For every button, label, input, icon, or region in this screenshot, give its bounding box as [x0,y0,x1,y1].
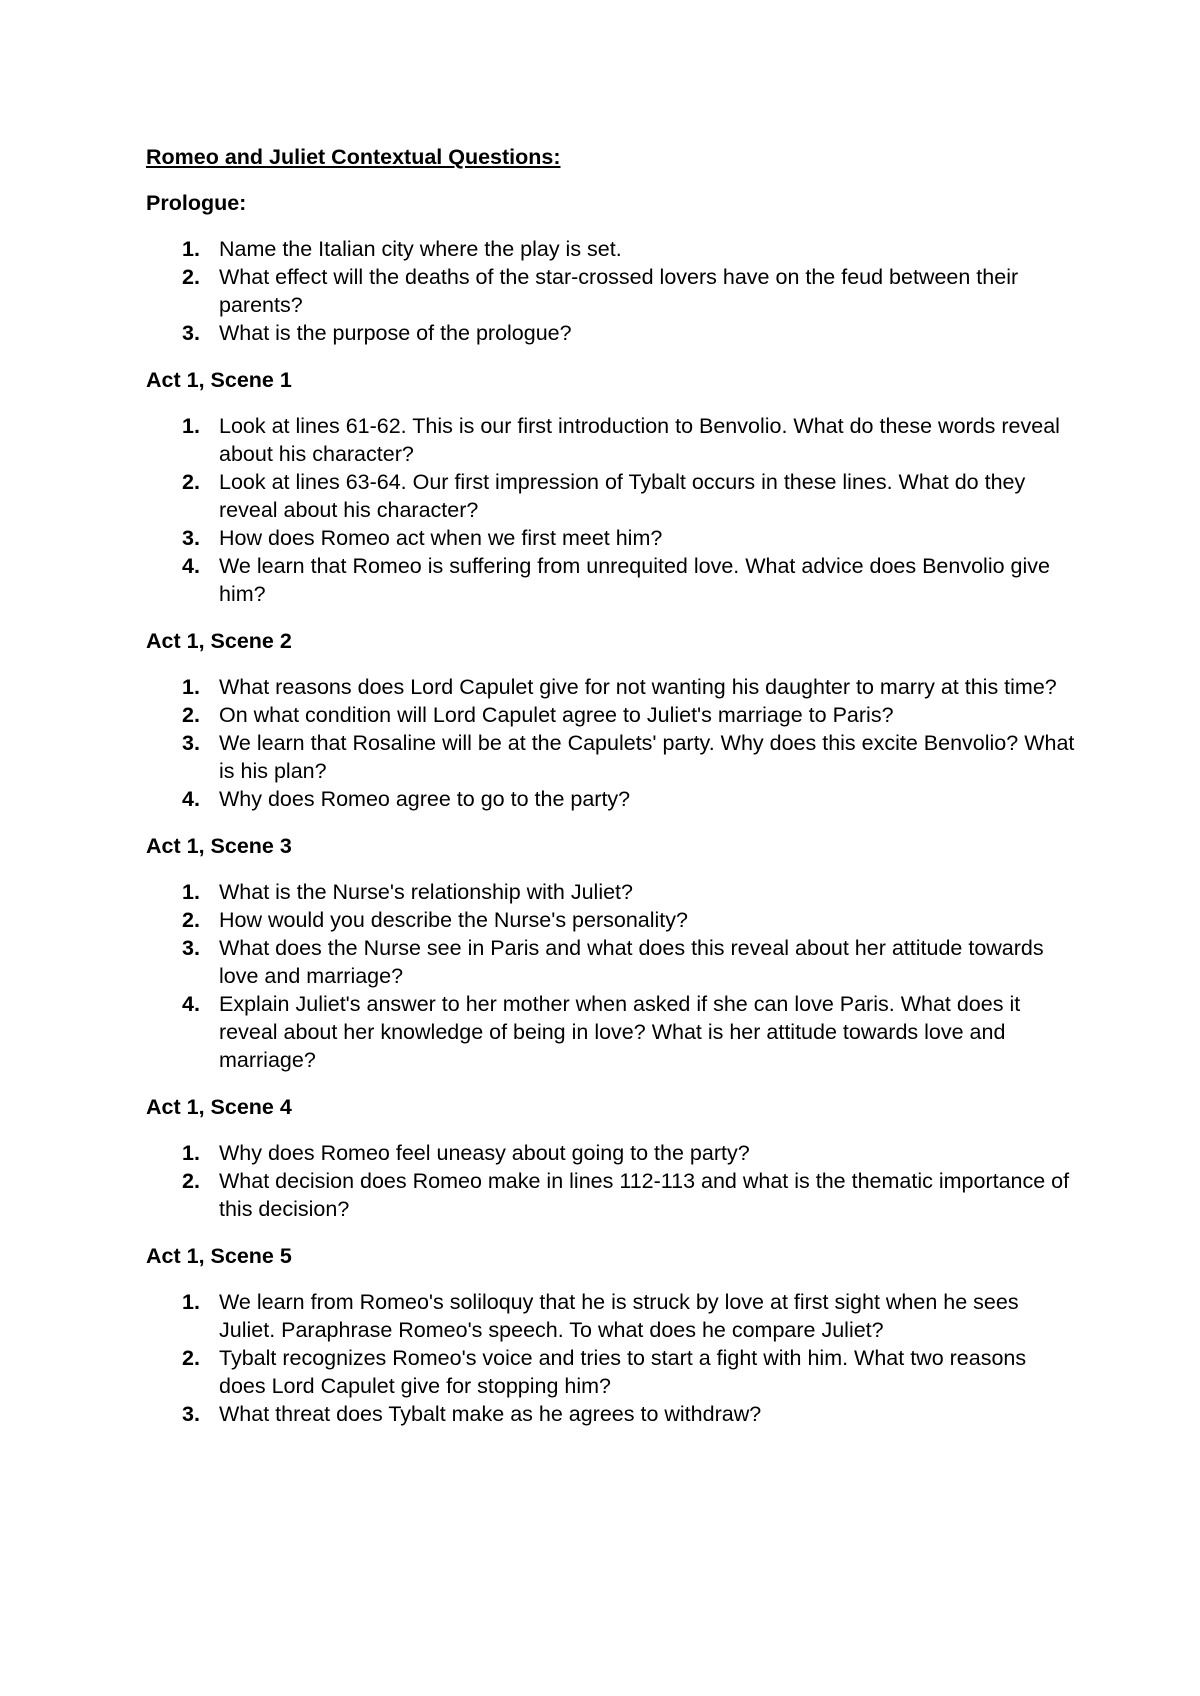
question-text: What reasons does Lord Capulet give for not wanting his daughter to marry at this time? [219,675,1057,699]
question-item [146,990,1076,1074]
question-item [146,412,1076,468]
question-item [146,1344,1076,1400]
question-text: Tybalt recognizes Romeo's voice and tries to start a fight with him. What two reasons does Lord Capulet give for stopping him? [219,1346,1027,1398]
question-item [146,701,1076,729]
question-number: 3. [182,731,200,755]
question-number: 2. [182,703,200,727]
question-list [146,412,1076,608]
question-number: 3. [182,936,200,960]
section-heading: Act 1, Scene 3 [146,834,292,858]
section-heading: Act 1, Scene 2 [146,629,292,653]
question-item [146,1400,1076,1428]
question-item [146,934,1076,990]
question-text: Look at lines 63-64. Our first impression of Tybalt occurs in these lines. What do they reveal about his character? [219,470,1026,522]
question-text: Explain Juliet's answer to her mother when asked if she can love Paris. What does it reveal about her knowledge of being in love? What is her attitude towards love and marriage? [219,992,1021,1072]
question-text: What is the Nurse's relationship with Juliet? [219,880,633,904]
question-item [146,906,1076,934]
question-number: 1. [182,1141,200,1165]
question-text: We learn that Rosaline will be at the Capulets' party. Why does this excite Benvolio? What is his plan? [219,731,1075,783]
question-item [146,524,1076,552]
question-number: 1. [182,675,200,699]
question-number: 1. [182,1290,200,1314]
question-list [146,673,1076,813]
question-number: 4. [182,787,200,811]
question-list [146,1139,1076,1223]
question-number: 1. [182,237,200,261]
question-text: We learn that Romeo is suffering from unrequited love. What advice does Benvolio give him? [219,554,1050,606]
question-number: 3. [182,321,200,345]
question-item [146,729,1076,785]
question-number: 3. [182,526,200,550]
question-sections [146,189,1076,1428]
question-number: 4. [182,554,200,578]
question-item [146,1167,1076,1223]
question-text: What threat does Tybalt make as he agrees to withdraw? [219,1402,762,1426]
question-number: 2. [182,265,200,289]
question-text: What is the purpose of the prologue? [219,321,572,345]
question-text: Why does Romeo agree to go to the party? [219,787,631,811]
question-text: Name the Italian city where the play is set. [219,237,622,261]
document-page [146,143,1076,1447]
question-text: What decision does Romeo make in lines 112-113 and what is the thematic importance of this decision? [219,1169,1070,1221]
section-heading: Act 1, Scene 5 [146,1244,292,1268]
section-heading: Act 1, Scene 4 [146,1095,292,1119]
question-text: Why does Romeo feel uneasy about going to the party? [219,1141,750,1165]
question-number: 2. [182,1169,200,1193]
section-heading: Act 1, Scene 1 [146,368,292,392]
question-item [146,1139,1076,1167]
question-item [146,468,1076,524]
question-text: Look at lines 61-62. This is our first introduction to Benvolio. What do these words reveal about his character? [219,414,1060,466]
question-text: We learn from Romeo's soliloquy that he is struck by love at first sight when he sees Juliet. Paraphrase Romeo's speech. To what does he compare Juliet? [219,1290,1019,1342]
question-number: 2. [182,908,200,932]
question-item [146,785,1076,813]
question-item [146,878,1076,906]
question-item [146,1288,1076,1344]
question-item [146,673,1076,701]
question-number: 4. [182,992,200,1016]
question-list [146,235,1076,347]
question-number: 1. [182,414,200,438]
question-list [146,1288,1076,1428]
question-text: How would you describe the Nurse's personality? [219,908,688,932]
question-text: On what condition will Lord Capulet agree to Juliet's marriage to Paris? [219,703,894,727]
question-text: How does Romeo act when we first meet him? [219,526,663,550]
question-number: 3. [182,1402,200,1426]
question-item [146,263,1076,319]
question-text: What does the Nurse see in Paris and what does this reveal about her attitude towards love and marriage? [219,936,1044,988]
question-number: 1. [182,880,200,904]
question-item [146,319,1076,347]
document-title: Romeo and Juliet Contextual Questions: [146,145,561,169]
question-list [146,878,1076,1074]
question-item [146,235,1076,263]
question-number: 2. [182,470,200,494]
question-text: What effect will the deaths of the star-crossed lovers have on the feud between their parents? [219,265,1019,317]
section-heading: Prologue: [146,191,247,215]
question-item [146,552,1076,608]
question-number: 2. [182,1346,200,1370]
